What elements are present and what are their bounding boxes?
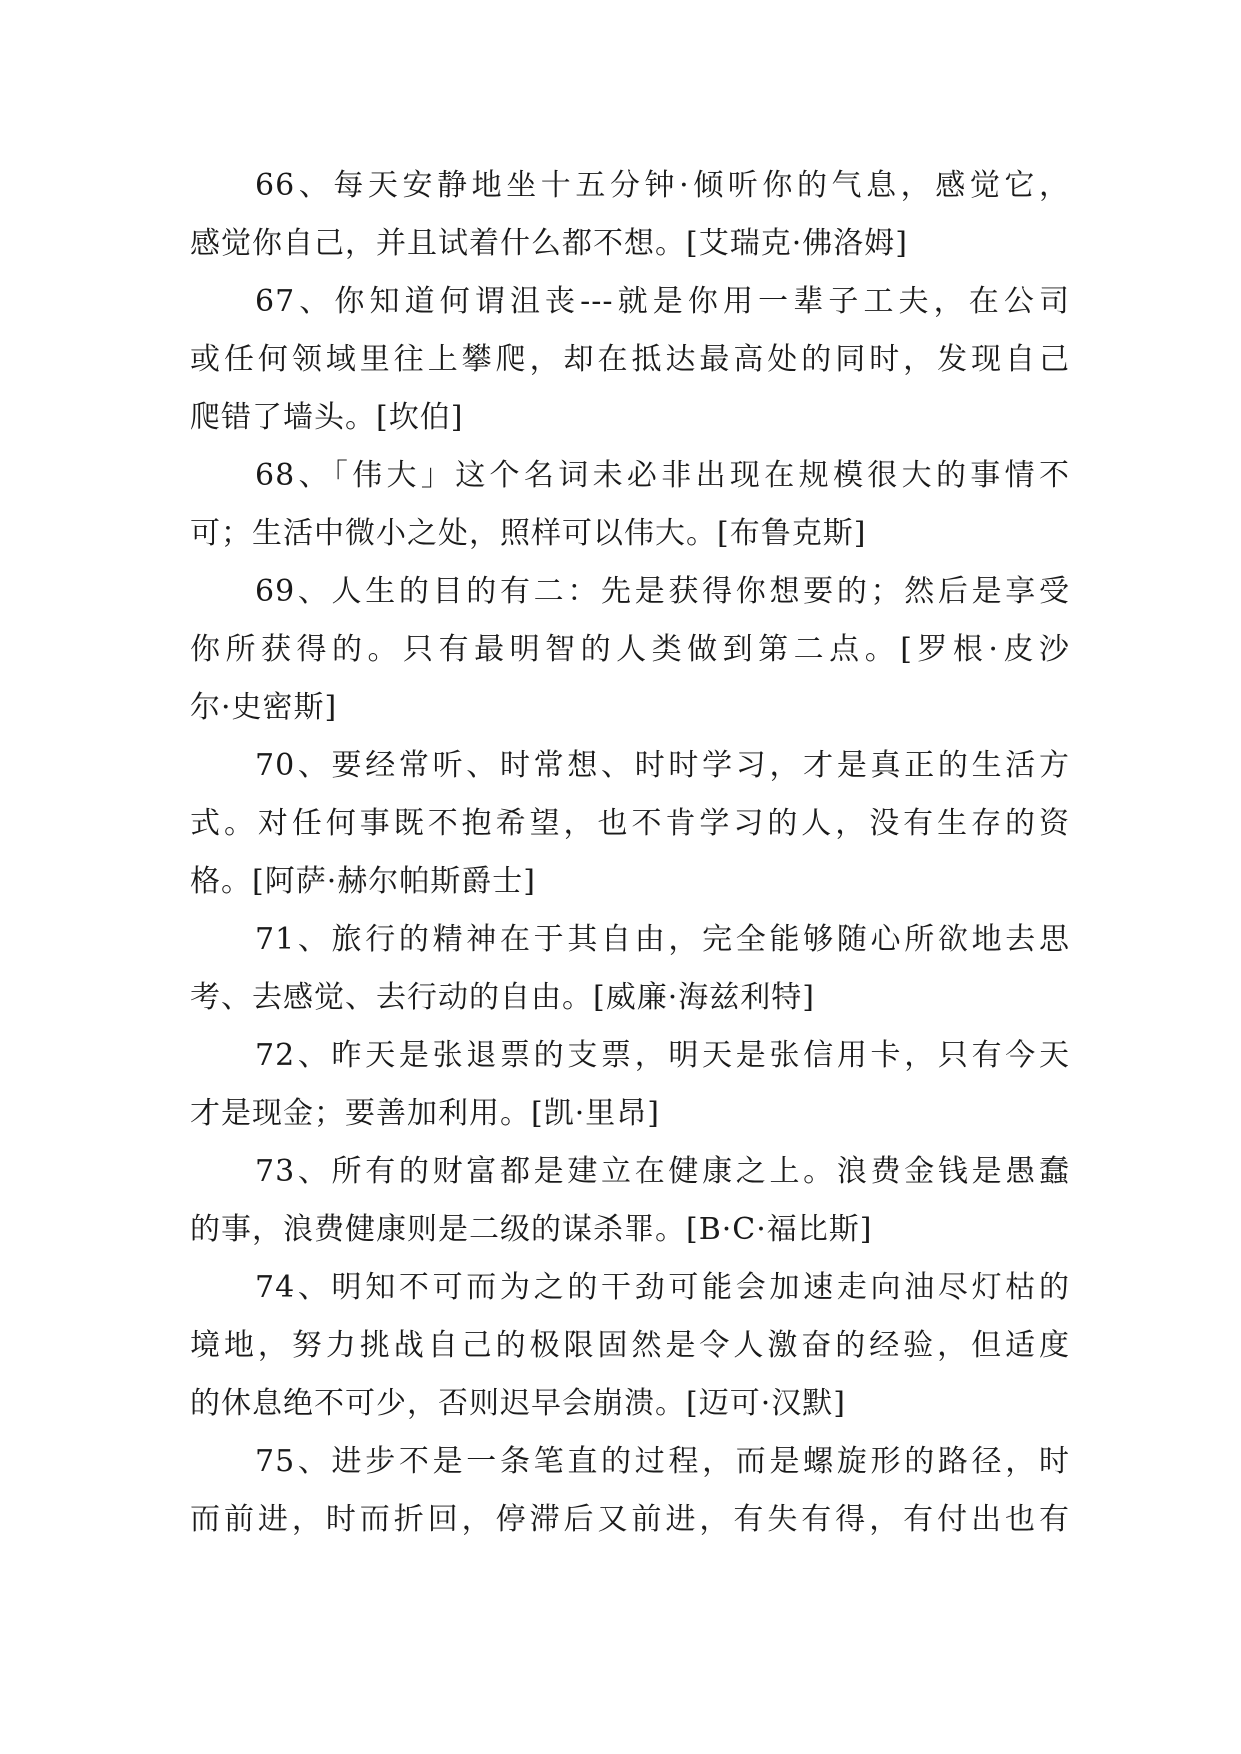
paragraph-line: 你所获得的。只有最明智的人类做到第二点。[罗根·皮沙 <box>190 632 1070 667</box>
paragraph-line: 可；生活中微小之处，照样可以伟大。[布鲁克斯] <box>190 516 867 551</box>
paragraph-line: 的事，浪费健康则是二级的谋杀罪。[B·C·福比斯] <box>190 1212 873 1247</box>
paragraph-70 <box>190 737 1070 911</box>
quote-list <box>190 157 1070 1549</box>
paragraph-line: 爬错了墙头。[坎伯] <box>190 400 464 435</box>
paragraph-line: 74、明知不可而为之的干劲可能会加速走向油尽灯枯的 <box>255 1270 1070 1305</box>
paragraph-line: 67、你知道何谓沮丧---就是你用一辈子工夫，在公司 <box>255 284 1070 319</box>
paragraph-68 <box>190 447 1070 563</box>
paragraph-67 <box>190 273 1070 447</box>
paragraph-69 <box>190 563 1070 737</box>
paragraph-line: 的休息绝不可少，否则迟早会崩溃。[迈可·汉默] <box>190 1386 846 1421</box>
paragraph-66 <box>190 157 1070 273</box>
paragraph-line: 71、旅行的精神在于其自由，完全能够随心所欲地去思 <box>255 922 1070 957</box>
paragraph-line: 式。对任何事既不抱希望，也不肯学习的人，没有生存的资 <box>190 806 1070 841</box>
paragraph-line: 尔·史密斯] <box>190 690 338 725</box>
paragraph-71 <box>190 911 1070 1027</box>
paragraph-73 <box>190 1143 1070 1259</box>
paragraph-line: 75、进步不是一条笔直的过程，而是螺旋形的路径，时 <box>255 1444 1070 1479</box>
paragraph-line: 69、人生的目的有二：先是获得你想要的；然后是享受 <box>255 574 1070 609</box>
paragraph-line: 考、去感觉、去行动的自由。[威廉·海兹利特] <box>190 980 815 1015</box>
paragraph-75 <box>190 1433 1070 1549</box>
paragraph-line: 境地，努力挑战自己的极限固然是令人激奋的经验，但适度 <box>190 1328 1070 1363</box>
paragraph-74 <box>190 1259 1070 1433</box>
paragraph-line: 66、每天安静地坐十五分钟·倾听你的气息，感觉它， <box>255 168 1070 203</box>
paragraph-line: 或任何领域里往上攀爬，却在抵达最高处的同时，发现自己 <box>190 342 1070 377</box>
paragraph-line: 感觉你自己，并且试着什么都不想。[艾瑞克·佛洛姆] <box>190 226 908 261</box>
paragraph-72 <box>190 1027 1070 1143</box>
paragraph-line: 格。[阿萨·赫尔帕斯爵士] <box>190 864 536 899</box>
paragraph-line: 而前进，时而折回，停滞后又前进，有失有得，有付出也有 <box>190 1502 1070 1537</box>
paragraph-line: 70、要经常听、时常想、时时学习，才是真正的生活方 <box>255 748 1070 783</box>
paragraph-line: 72、昨天是张退票的支票，明天是张信用卡，只有今天 <box>255 1038 1070 1073</box>
paragraph-line: 68、「伟大」这个名词未必非出现在规模很大的事情不 <box>255 458 1070 493</box>
paragraph-line: 73、所有的财富都是建立在健康之上。浪费金钱是愚蠢 <box>255 1154 1070 1189</box>
paragraph-line: 才是现金；要善加利用。[凯·里昂] <box>190 1096 660 1131</box>
